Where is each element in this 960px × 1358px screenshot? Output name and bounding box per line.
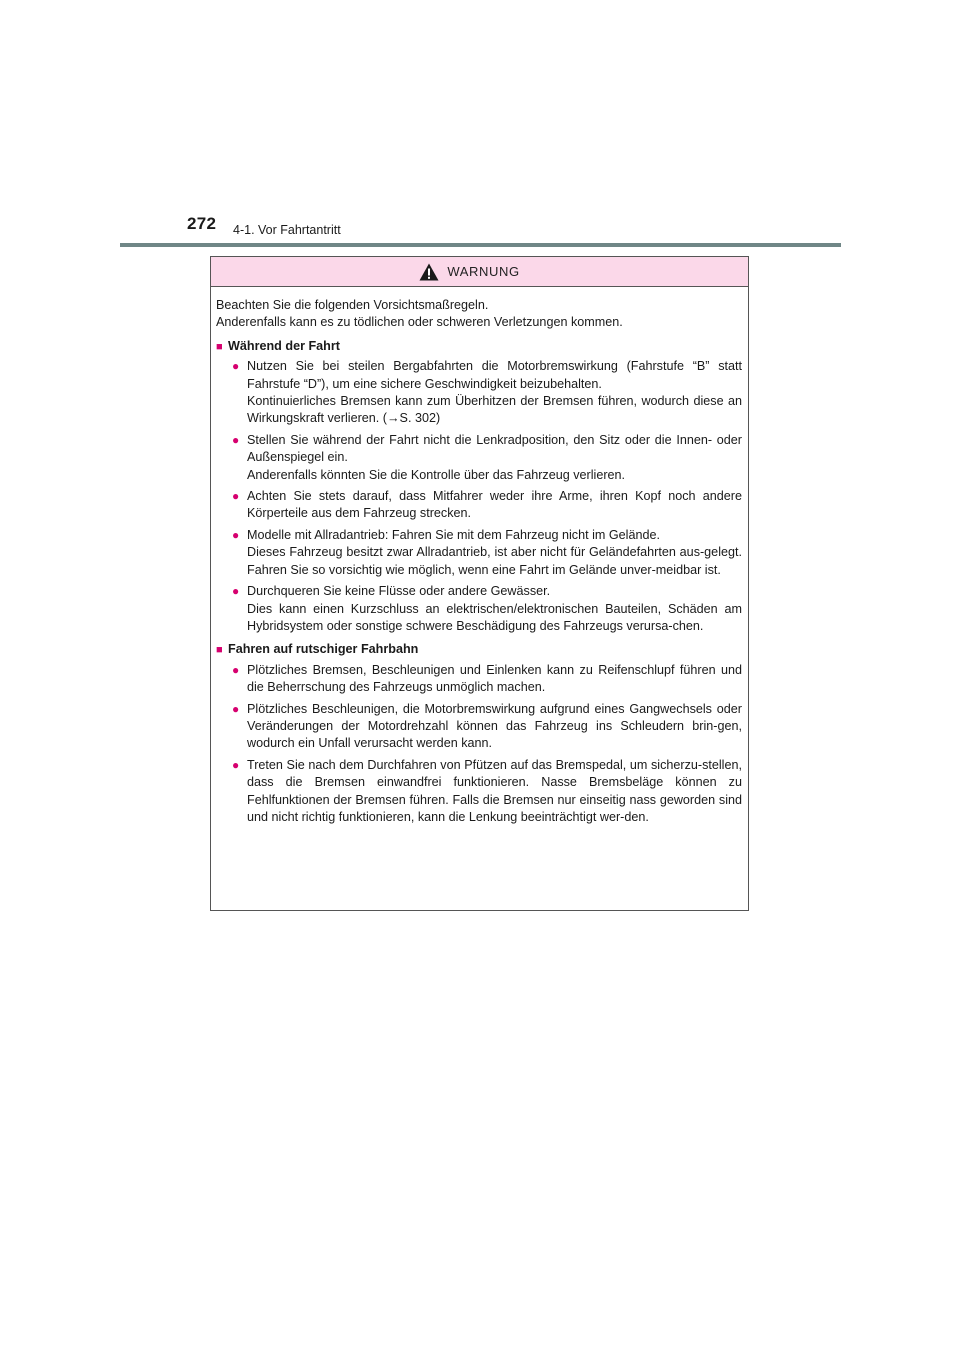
item-text: Achten Sie stets darauf, dass Mitfahrer weder ihre Arme, ihren Kopf noch andere Körperteile aus dem Fahrzeug strecken. (247, 489, 742, 521)
warning-box (210, 256, 749, 911)
list-item (231, 662, 742, 697)
item-text: Nutzen Sie bei steilen Bergabfahrten die Motorbremswirkung (Fahrstufe “B” statt Fahrstufe “D”), um eine sichere Geschwindigkeit beizubehalten. (247, 359, 742, 391)
list-item (231, 358, 742, 428)
item-text: Stellen Sie während der Fahrt nicht die Lenkradposition, den Sitz oder die Innen- oder Außenspiegel ein. (247, 432, 742, 465)
warning-list (216, 358, 742, 635)
circle-bullet-icon: ● (232, 584, 240, 599)
list-item (231, 488, 742, 523)
section-heading-text: Während der Fahrt (228, 338, 340, 353)
circle-bullet-icon: ● (232, 432, 240, 447)
warning-intro (216, 297, 742, 332)
circle-bullet-icon: ● (232, 757, 240, 772)
list-item (231, 701, 742, 753)
item-text: Durchqueren Sie keine Flüsse oder andere Gewässer. (247, 584, 551, 599)
item-text: Plötzliches Beschleunigen, die Motorbremswirkung aufgrund eines Gangwechsels oder Veränderungen der Motordrehzahl können das Fahrzeug ins Schleudern brin-gen, wodurch ein Unfall verursacht werden kann. (247, 701, 742, 751)
item-text: Modelle mit Allradantrieb: Fahren Sie mit dem Fahrzeug nicht im Gelände. (247, 527, 660, 542)
item-text: Anderenfalls könnten Sie die Kontrolle über das Fahrzeug verlieren. (247, 467, 626, 482)
item-text: Dies kann einen Kurzschluss an elektrischen/elektronischen Bauteilen, Schäden am Hybridsystem oder sonstige schwere Beschädigung des Fahrzeugs verursa-chen. (247, 601, 742, 633)
intro-line: Beachten Sie die folgenden Vorsichtsmaßregeln. (216, 298, 489, 312)
intro-line: Anderenfalls kann es zu tödlichen oder schweren Verletzungen kommen. (216, 315, 623, 330)
circle-bullet-icon: ● (232, 701, 240, 716)
warning-body (211, 287, 748, 826)
warning-title: WARNUNG (447, 264, 520, 279)
list-item (231, 583, 742, 635)
section-heading (216, 641, 742, 659)
section-heading-text: Fahren auf rutschiger Fahrbahn (228, 642, 419, 657)
warning-header (211, 257, 748, 287)
list-item (231, 432, 742, 484)
circle-bullet-icon: ● (232, 359, 240, 374)
header-rule (120, 243, 841, 247)
list-item (231, 757, 742, 827)
item-text: Dieses Fahrzeug besitzt zwar Allradantrieb, ist aber nicht für Geländefahrten aus-gelegt. Fahren Sie so vorsichtig wie möglich, wenn eine Fahrt im Gelände unver-meidbar ist. (247, 545, 742, 577)
page-number: 272 (187, 214, 217, 233)
section-title: 4-1. Vor Fahrtantritt (233, 223, 341, 237)
item-text: Kontinuierliches Bremsen kann zum Überhitzen der Bremsen führen, wodurch diese an Wirkungskraft verlieren. (→S. 302) (247, 394, 742, 426)
item-text: Treten Sie nach dem Durchfahren von Pfützen auf das Bremspedal, um sicherzu-stellen, dass die Bremsen einwandfrei funktionieren. Nasse Bremsbeläge können zu Fehlfunktionen der Bremsen führen. Falls die Bremsen nur einseitig nass geworden sind und nicht richtig funktionieren, kann die Lenkung beeinträchtigt wer-den. (247, 757, 742, 824)
section-heading (216, 338, 742, 356)
square-bullet-icon: ■ (216, 340, 223, 353)
square-bullet-icon: ■ (216, 644, 223, 657)
circle-bullet-icon: ● (232, 527, 240, 542)
item-text: Plötzliches Bremsen, Beschleunigen und Einlenken kann zu Reifenschlupf führen und die Beherrschung des Fahrzeugs unmöglich machen. (247, 662, 742, 695)
list-item (231, 527, 742, 579)
warning-triangle-icon (419, 263, 439, 281)
circle-bullet-icon: ● (232, 489, 240, 504)
warning-list (216, 662, 742, 827)
circle-bullet-icon: ● (232, 662, 240, 677)
